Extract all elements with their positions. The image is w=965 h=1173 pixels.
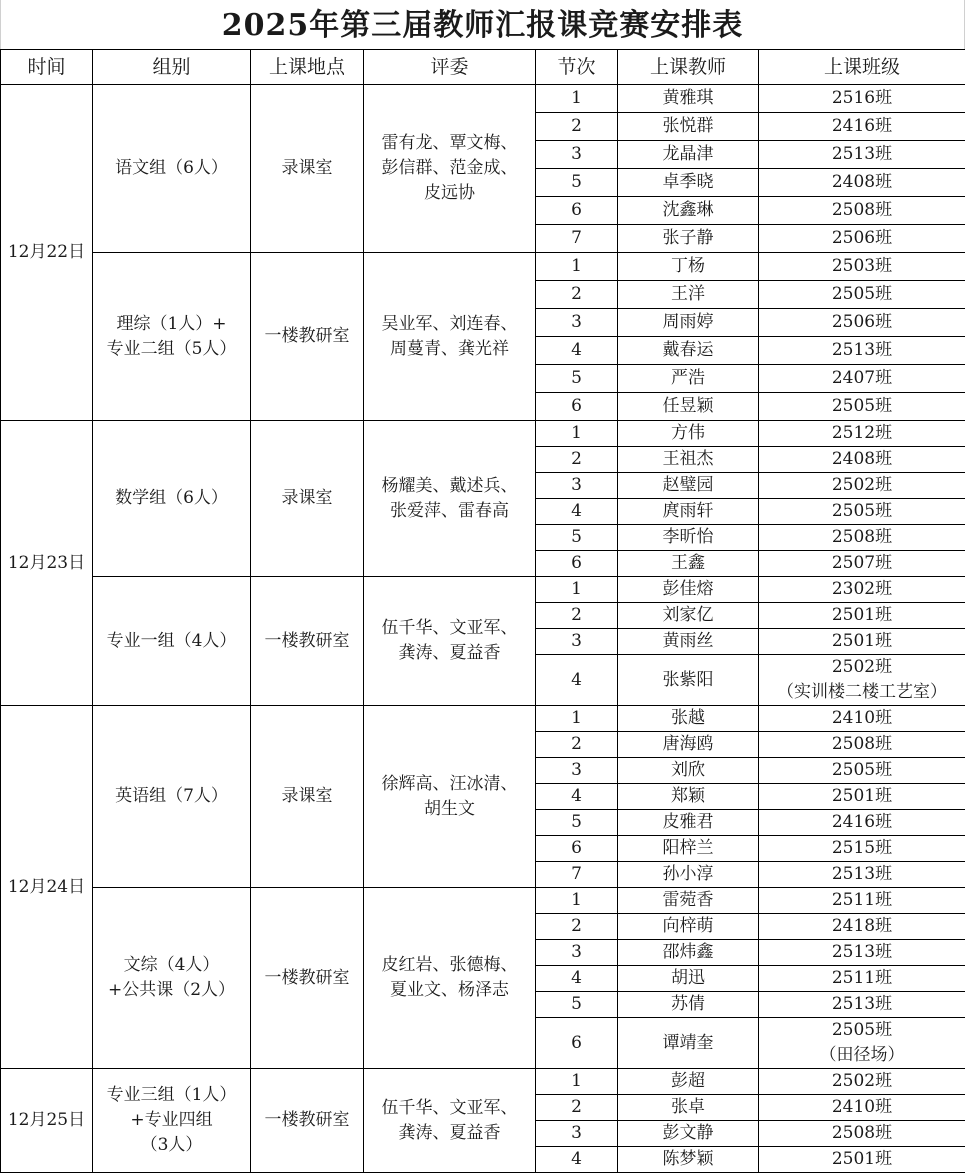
- period-cell: 6: [536, 197, 618, 225]
- date-cell: 12月23日: [1, 421, 93, 706]
- teacher-cell: 赵璧园: [618, 473, 759, 499]
- period-cell: 2: [536, 914, 618, 940]
- period-cell: 6: [536, 1018, 618, 1069]
- location-cell: 录课室: [251, 706, 364, 888]
- teacher-cell: 沈鑫琳: [618, 197, 759, 225]
- teacher-cell: 张紫阳: [618, 655, 759, 706]
- table-row: [1, 253, 965, 281]
- teacher-cell: 孙小淳: [618, 862, 759, 888]
- group-name-line: 理综（1人）+: [93, 312, 250, 337]
- teacher-cell: 郑颖: [618, 784, 759, 810]
- date-cell: 12月24日: [1, 706, 93, 1069]
- location-cell: 一楼教研室: [251, 888, 364, 1069]
- period-cell: 4: [536, 966, 618, 992]
- date-cell: 12月25日: [1, 1069, 93, 1173]
- class-cell: 2410班: [759, 1095, 965, 1121]
- period-cell: 1: [536, 253, 618, 281]
- judges-line: 夏业文、杨泽志: [370, 978, 529, 1003]
- judges-line: 张爱萍、雷春高: [370, 499, 529, 524]
- teacher-cell: 王祖杰: [618, 447, 759, 473]
- teacher-cell: 周雨婷: [618, 309, 759, 337]
- judges-line: 伍千华、文亚军、: [370, 616, 529, 641]
- teacher-cell: 皮雅君: [618, 810, 759, 836]
- teacher-cell: 丁杨: [618, 253, 759, 281]
- class-cell: 2511班: [759, 888, 965, 914]
- judges-cell: [364, 421, 536, 577]
- period-cell: 2: [536, 1095, 618, 1121]
- judges-line: 皮远协: [370, 181, 529, 206]
- location-cell: 一楼教研室: [251, 577, 364, 706]
- period-cell: 5: [536, 525, 618, 551]
- class-cell: 2506班: [759, 225, 965, 253]
- class-cell: 2507班: [759, 551, 965, 577]
- class-cell: 2513班: [759, 337, 965, 365]
- date-cell: [1, 85, 93, 421]
- judges-line: 龚涛、夏益香: [370, 641, 529, 666]
- teacher-cell: 彭佳熔: [618, 577, 759, 603]
- location-cell: 录课室: [251, 421, 364, 577]
- period-cell: 1: [536, 1069, 618, 1095]
- teacher-cell: 彭文静: [618, 1121, 759, 1147]
- class-cell: 2513班: [759, 141, 965, 169]
- class-cell: 2501班: [759, 1147, 965, 1173]
- class-cell: 2418班: [759, 914, 965, 940]
- judges-cell: [364, 577, 536, 706]
- group-name-line: 文综（4人）: [93, 953, 250, 978]
- group-cell: [93, 1069, 251, 1173]
- teacher-cell: 张子静: [618, 225, 759, 253]
- period-cell: 3: [536, 758, 618, 784]
- judges-line: 胡生文: [370, 797, 529, 822]
- period-cell: 1: [536, 706, 618, 732]
- period-cell: 2: [536, 113, 618, 141]
- class-note: （实训楼二楼工艺室）: [759, 680, 965, 705]
- schedule-table: [0, 49, 965, 1173]
- class-text: 2502班: [759, 655, 965, 680]
- teacher-cell: 龙晶津: [618, 141, 759, 169]
- class-note: （田径场）: [759, 1043, 965, 1068]
- class-cell: 2502班: [759, 1069, 965, 1095]
- judges-line: 龚涛、夏益香: [370, 1121, 529, 1146]
- teacher-cell: 胡迅: [618, 966, 759, 992]
- teacher-cell: 黄雅琪: [618, 85, 759, 113]
- period-cell: 3: [536, 1121, 618, 1147]
- teacher-cell: 任昱颖: [618, 393, 759, 421]
- class-cell: 2416班: [759, 810, 965, 836]
- teacher-cell: 刘欣: [618, 758, 759, 784]
- header-row: [1, 50, 965, 85]
- period-cell: 1: [536, 85, 618, 113]
- group-name-line: +专业四组: [93, 1108, 250, 1133]
- header-teacher: 上课教师: [618, 50, 759, 85]
- class-cell: 2501班: [759, 603, 965, 629]
- group-name: 语文组（6人）: [115, 158, 228, 178]
- period-cell: 1: [536, 888, 618, 914]
- class-cell: 2512班: [759, 421, 965, 447]
- group-cell: 数学组（6人）: [93, 421, 251, 577]
- teacher-cell: 唐海鸥: [618, 732, 759, 758]
- group-name-line: （3人）: [93, 1133, 250, 1158]
- teacher-cell: 张悦群: [618, 113, 759, 141]
- teacher-cell: 方伟: [618, 421, 759, 447]
- judges-line: 周蔓青、龚光祥: [370, 337, 529, 362]
- class-cell: 2508班: [759, 525, 965, 551]
- header-location: 上课地点: [251, 50, 364, 85]
- teacher-cell: 陈梦颖: [618, 1147, 759, 1173]
- table-row: [1, 577, 965, 603]
- class-cell: [759, 1018, 965, 1069]
- teacher-cell: 庹雨轩: [618, 499, 759, 525]
- teacher-cell: 谭靖奎: [618, 1018, 759, 1069]
- class-cell: 2501班: [759, 784, 965, 810]
- group-cell: [93, 85, 251, 253]
- teacher-cell: 雷菀香: [618, 888, 759, 914]
- period-cell: 3: [536, 473, 618, 499]
- class-cell: 2501班: [759, 629, 965, 655]
- teacher-cell: 苏倩: [618, 992, 759, 1018]
- group-name-line: 专业三组（1人）: [93, 1083, 250, 1108]
- class-cell: 2505班: [759, 499, 965, 525]
- class-cell: 2502班: [759, 473, 965, 499]
- period-cell: 5: [536, 992, 618, 1018]
- table-row: [1, 85, 965, 113]
- date-text: 12月22日: [8, 242, 85, 262]
- class-cell: 2513班: [759, 992, 965, 1018]
- teacher-cell: 严浩: [618, 365, 759, 393]
- period-cell: 5: [536, 365, 618, 393]
- class-cell: 2511班: [759, 966, 965, 992]
- judges-line: 徐辉高、汪冰清、: [370, 772, 529, 797]
- page-title: 2025年第三届教师汇报课竞赛安排表: [0, 0, 965, 49]
- judges-line: 彭信群、范金成、: [370, 156, 529, 181]
- teacher-cell: 戴春运: [618, 337, 759, 365]
- period-cell: 3: [536, 141, 618, 169]
- period-cell: 4: [536, 499, 618, 525]
- period-cell: 4: [536, 1147, 618, 1173]
- class-text: 2505班: [759, 1018, 965, 1043]
- class-cell: 2508班: [759, 197, 965, 225]
- class-cell: 2407班: [759, 365, 965, 393]
- class-cell: 2515班: [759, 836, 965, 862]
- judges-cell: [364, 1069, 536, 1173]
- period-cell: 3: [536, 309, 618, 337]
- teacher-cell: 彭超: [618, 1069, 759, 1095]
- table-row: [1, 888, 965, 914]
- class-cell: 2505班: [759, 393, 965, 421]
- period-cell: 3: [536, 940, 618, 966]
- header-period: 节次: [536, 50, 618, 85]
- period-cell: 1: [536, 421, 618, 447]
- period-cell: 6: [536, 393, 618, 421]
- class-cell: 2508班: [759, 732, 965, 758]
- group-cell: [93, 888, 251, 1069]
- period-cell: 4: [536, 337, 618, 365]
- teacher-cell: 王鑫: [618, 551, 759, 577]
- teacher-cell: 刘家亿: [618, 603, 759, 629]
- teacher-cell: 王洋: [618, 281, 759, 309]
- class-cell: 2416班: [759, 113, 965, 141]
- teacher-cell: 阳梓兰: [618, 836, 759, 862]
- location-cell: 录课室: [251, 85, 364, 253]
- location-cell: 一楼教研室: [251, 253, 364, 421]
- class-cell: 2408班: [759, 447, 965, 473]
- group-name-line: 专业二组（5人）: [93, 337, 250, 362]
- teacher-cell: 邵炜鑫: [618, 940, 759, 966]
- table-row: [1, 1069, 965, 1095]
- class-cell: 2505班: [759, 758, 965, 784]
- class-cell: 2508班: [759, 1121, 965, 1147]
- group-name-line: +公共课（2人）: [93, 978, 250, 1003]
- class-cell: 2302班: [759, 577, 965, 603]
- class-cell: 2410班: [759, 706, 965, 732]
- period-cell: 7: [536, 862, 618, 888]
- judges-cell: [364, 888, 536, 1069]
- header-time: 时间: [1, 50, 93, 85]
- judges-line: 杨耀美、戴述兵、: [370, 474, 529, 499]
- header-class: 上课班级: [759, 50, 965, 85]
- teacher-cell: 卓季晓: [618, 169, 759, 197]
- judges-line: 雷有龙、覃文梅、: [370, 131, 529, 156]
- header-group: 组别: [93, 50, 251, 85]
- teacher-cell: 张卓: [618, 1095, 759, 1121]
- table-row: [1, 706, 965, 732]
- judges-line: 吴业军、刘连春、: [370, 312, 529, 337]
- judges-cell: [364, 706, 536, 888]
- period-cell: 4: [536, 784, 618, 810]
- header-judges: 评委: [364, 50, 536, 85]
- class-cell: 2503班: [759, 253, 965, 281]
- class-cell: 2506班: [759, 309, 965, 337]
- judges-line: 伍千华、文亚军、: [370, 1096, 529, 1121]
- class-cell: 2513班: [759, 940, 965, 966]
- judges-cell: [364, 253, 536, 421]
- class-cell: 2408班: [759, 169, 965, 197]
- teacher-cell: 向梓萌: [618, 914, 759, 940]
- period-cell: 2: [536, 732, 618, 758]
- period-cell: 7: [536, 225, 618, 253]
- period-cell: 5: [536, 810, 618, 836]
- group-cell: 专业一组（4人）: [93, 577, 251, 706]
- judges-line: 皮红岩、张德梅、: [370, 953, 529, 978]
- table-row: [1, 421, 965, 447]
- period-cell: 2: [536, 603, 618, 629]
- class-cell: [759, 655, 965, 706]
- teacher-cell: 黄雨丝: [618, 629, 759, 655]
- period-cell: 5: [536, 169, 618, 197]
- class-cell: 2516班: [759, 85, 965, 113]
- group-cell: 英语组（7人）: [93, 706, 251, 888]
- period-cell: 2: [536, 281, 618, 309]
- judges-cell: [364, 85, 536, 253]
- class-cell: 2513班: [759, 862, 965, 888]
- period-cell: 1: [536, 577, 618, 603]
- teacher-cell: 李昕怡: [618, 525, 759, 551]
- location-cell: 一楼教研室: [251, 1069, 364, 1173]
- period-cell: 6: [536, 551, 618, 577]
- period-cell: 6: [536, 836, 618, 862]
- class-cell: 2505班: [759, 281, 965, 309]
- period-cell: 2: [536, 447, 618, 473]
- group-cell: [93, 253, 251, 421]
- period-cell: 3: [536, 629, 618, 655]
- teacher-cell: 张越: [618, 706, 759, 732]
- period-cell: 4: [536, 655, 618, 706]
